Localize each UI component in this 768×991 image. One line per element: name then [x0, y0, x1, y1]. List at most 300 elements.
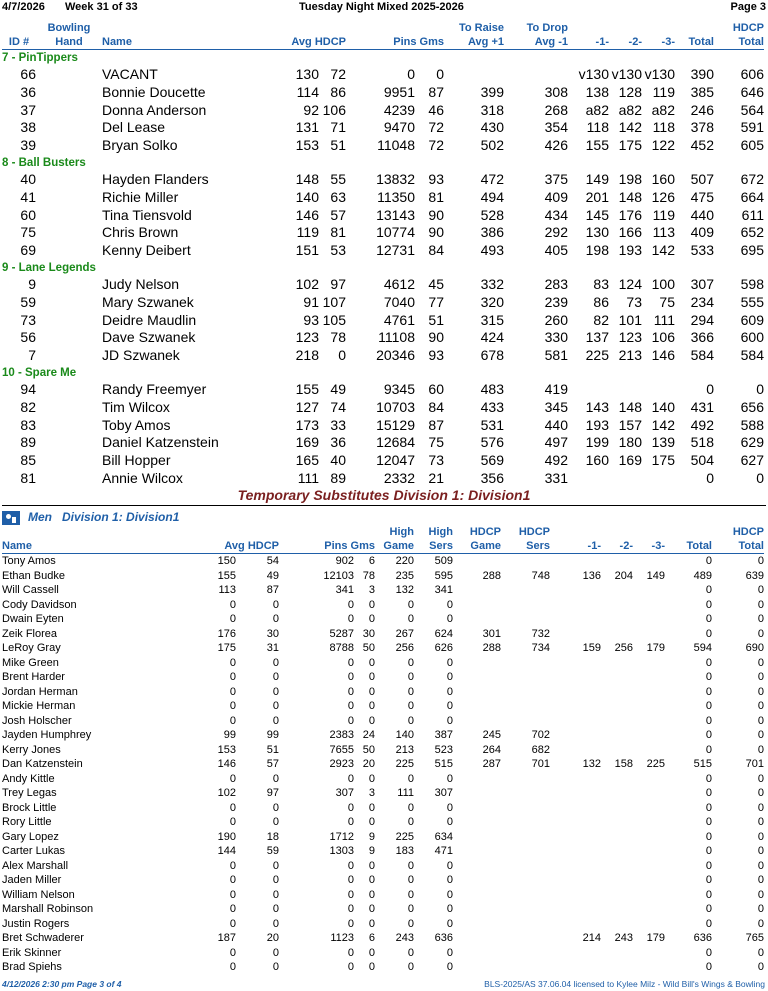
sub-hdcp: 0	[272, 656, 279, 669]
bowler-hdcp: 81	[330, 224, 346, 241]
sub-avg: 155	[217, 569, 236, 582]
sub-hdcp-game	[453, 786, 501, 801]
sub-hdcp-total: 690	[745, 642, 764, 654]
sub-game-1	[550, 859, 601, 874]
sub-name: Bret Schwaderer	[2, 932, 84, 944]
substitutes-table	[2, 525, 764, 975]
sub-hdcp-game	[453, 656, 501, 671]
substitute-row	[2, 598, 764, 613]
sub-hdcp-series	[501, 714, 550, 729]
sub-name: Dwain Eyten	[2, 613, 64, 625]
substitute-row	[2, 815, 764, 830]
team-roster-body	[2, 50, 764, 488]
substitute-row	[2, 786, 764, 801]
bowler-game-3: 75	[659, 293, 675, 310]
bowler-game-2: 73	[626, 293, 642, 310]
bowler-total: 378	[690, 119, 714, 136]
bowler-game-1: 199	[585, 434, 609, 451]
bowling-hand	[36, 347, 102, 365]
sub-high-series: 636	[434, 932, 453, 944]
bowler-hdcp: 51	[330, 137, 346, 154]
sub-game-2	[601, 699, 633, 714]
bowler-hdcp-total: 627	[740, 452, 764, 469]
sub-hdcp-total: 0	[757, 961, 764, 973]
bowler-total: 294	[690, 311, 714, 328]
sub-game-3	[633, 612, 665, 627]
sub-avg: 0	[229, 772, 236, 785]
sub-hdcp-series	[501, 699, 550, 714]
bowling-hand	[36, 66, 102, 84]
report-header	[2, 1, 766, 15]
bowler-to-drop: 330	[544, 329, 568, 346]
substitute-row	[2, 888, 764, 903]
sub-high-series: 0	[446, 671, 453, 683]
sub-total: 0	[705, 946, 712, 959]
sub-high-series: 0	[446, 859, 453, 872]
sub-hdcp-total: 0	[757, 584, 764, 596]
bowler-pins: 10703	[376, 398, 415, 415]
bowler-pins: 12684	[376, 434, 415, 451]
sub-game-1	[550, 960, 601, 975]
col-to-drop: Avg -1	[504, 35, 568, 50]
sub-hdcp-game	[453, 946, 501, 961]
sub-game-1	[550, 917, 601, 932]
sub-game-1	[550, 830, 601, 845]
sub-hdcp: 0	[272, 917, 279, 930]
sub-hdcp-total: 0	[757, 700, 764, 712]
sub-pins: 0	[347, 598, 354, 611]
bowler-total: 246	[690, 101, 714, 118]
sub-avg: 150	[217, 555, 236, 567]
bowler-total: 518	[690, 434, 714, 451]
bowler-game-3: 106	[651, 329, 675, 346]
sub-hdcp-series	[501, 815, 550, 830]
sub-games: 0	[368, 946, 375, 959]
bowler-pins: 4239	[383, 101, 415, 118]
sub-name: Mickie Herman	[2, 700, 76, 712]
team-name: 8 - Ball Busters	[2, 156, 86, 169]
col-game-1: -1-	[568, 35, 609, 50]
bowler-to-raise: 332	[480, 275, 504, 292]
sub-hdcp-series	[501, 786, 550, 801]
sub-hdcp-game	[453, 554, 501, 569]
bowler-hdcp-total: 609	[740, 311, 764, 328]
col-name: Name	[102, 35, 278, 50]
bowler-id: 73	[20, 311, 36, 328]
sub-high-game: 0	[407, 671, 414, 683]
team-roster-table	[2, 21, 764, 488]
sub-game-3	[633, 743, 665, 758]
sub-hdcp-total: 0	[757, 830, 764, 843]
sub-hdcp-total: 0	[757, 787, 764, 799]
sub-pins: 0	[347, 917, 354, 930]
sub-name: Jaden Miller	[2, 874, 62, 886]
sub-games: 0	[368, 671, 375, 683]
sub-high-game: 267	[395, 627, 414, 640]
bowler-hdcp: 72	[330, 66, 346, 82]
bowler-id: 37	[20, 101, 36, 118]
col-game-2: -2-	[609, 35, 642, 50]
bowler-hdcp-total: 555	[740, 293, 764, 310]
sub-name: Marshall Robinson	[2, 903, 94, 915]
sub-game-3	[633, 786, 665, 801]
bowler-name: Richie Miller	[102, 188, 179, 205]
sub-game-3	[633, 670, 665, 685]
sub-high-game: 0	[407, 772, 414, 785]
bowler-id: 69	[20, 242, 36, 259]
sub-avg: 187	[217, 932, 236, 944]
bowler-total: 475	[690, 188, 714, 205]
sub-game-1	[550, 685, 601, 700]
bowler-total: 385	[690, 83, 714, 100]
sub-hdcp-game: 288	[482, 569, 501, 582]
bowler-hdcp: 89	[330, 469, 346, 486]
sub-total: 0	[705, 584, 712, 596]
bowler-to-drop: 375	[544, 170, 568, 187]
sub-game-1	[550, 627, 601, 642]
bowler-avg: 92	[303, 101, 319, 118]
bowler-games: 81	[428, 188, 444, 205]
bowler-hdcp: 57	[330, 206, 346, 223]
sub-games: 50	[362, 642, 375, 654]
col-to-raise-top: To Raise	[458, 22, 504, 34]
bowler-to-drop: 409	[544, 188, 568, 205]
bowler-hdcp: 105	[322, 311, 346, 328]
sub-high-game: 213	[395, 743, 414, 756]
substitute-row	[2, 627, 764, 642]
sub-hdcp-game	[453, 772, 501, 787]
sub-name: Brock Little	[2, 801, 57, 814]
subs-col-hdcp-game: Game	[453, 539, 501, 554]
bowler-hdcp-total: 611	[741, 206, 764, 223]
division-header	[2, 510, 179, 526]
sub-game-3	[633, 830, 665, 845]
sub-game-2	[601, 888, 633, 903]
substitute-row	[2, 859, 764, 874]
sub-high-series: 509	[434, 555, 453, 567]
sub-game-3	[633, 815, 665, 830]
sub-avg: 0	[229, 671, 236, 683]
sub-hdcp-series: 748	[531, 569, 550, 582]
bowler-games: 87	[428, 83, 444, 100]
sub-game-1	[550, 554, 601, 569]
bowler-hdcp-total: 0	[756, 380, 764, 397]
sub-avg: 99	[223, 729, 236, 741]
bowler-name: Del Lease	[102, 119, 166, 136]
sub-high-game: 0	[407, 801, 414, 814]
sub-pins: 7655	[329, 743, 354, 756]
sub-pins: 0	[347, 874, 354, 886]
bowler-game-2: 148	[618, 398, 642, 415]
sub-high-game: 220	[395, 555, 414, 567]
sub-avg: 190	[217, 830, 236, 843]
sub-total: 594	[693, 642, 712, 654]
sub-pins: 307	[335, 787, 354, 799]
bowler-row	[2, 312, 764, 330]
team-name: 7 - PinTippers	[2, 52, 78, 64]
col-total: Total	[675, 35, 714, 50]
sub-game-2: 158	[614, 758, 633, 770]
sub-games: 3	[368, 787, 375, 799]
sub-hdcp-series	[501, 656, 550, 671]
sub-total: 636	[693, 932, 712, 944]
bowler-id: 85	[20, 452, 36, 469]
sub-game-3	[633, 772, 665, 787]
bowler-hdcp-total: 646	[740, 83, 764, 100]
sub-hdcp: 0	[272, 671, 279, 683]
col-to-drop-top: To Drop	[526, 22, 568, 34]
sub-hdcp-total: 0	[757, 627, 764, 640]
sub-hdcp-series: 734	[531, 642, 550, 654]
sub-high-game: 111	[397, 787, 414, 799]
sub-avg: 0	[229, 816, 236, 828]
sub-high-series: 0	[446, 946, 453, 959]
bowling-hand	[36, 294, 102, 312]
sub-hdcp: 0	[272, 859, 279, 872]
bowler-games: 84	[428, 398, 444, 415]
bowler-pins: 7040	[383, 293, 415, 310]
col-bowling-hand: Hand	[36, 35, 102, 50]
footer-license: BLS-2025/AS 37.06.04 licensed to Kylee Milz - Wild Bill's Wings & Bowling	[484, 979, 765, 989]
sub-high-game: 0	[407, 613, 414, 625]
sub-hdcp-game	[453, 815, 501, 830]
bowler-avg: 218	[295, 347, 319, 364]
sub-game-1: 132	[582, 758, 601, 770]
sub-game-1	[550, 873, 601, 888]
sub-hdcp-game	[453, 960, 501, 975]
sub-games: 6	[368, 555, 375, 567]
sub-high-game: 0	[407, 961, 414, 973]
bowler-pins: 11350	[377, 188, 415, 205]
sub-hdcp-total: 0	[757, 888, 764, 901]
sub-total: 0	[705, 685, 712, 698]
bowler-game-1: 137	[585, 329, 609, 346]
sub-hdcp-total: 0	[757, 613, 764, 625]
sub-game-2	[601, 627, 633, 642]
bowler-to-raise: 528	[480, 206, 504, 223]
bowler-total: 307	[690, 275, 714, 292]
sub-pins: 8788	[329, 642, 354, 654]
bowler-id: 94	[20, 380, 36, 397]
sub-hdcp-series	[501, 873, 550, 888]
sub-pins: 0	[347, 685, 354, 698]
sub-games: 0	[368, 874, 375, 886]
bowler-game-2: 128	[618, 83, 642, 100]
sub-game-2	[601, 801, 633, 816]
sub-games: 0	[368, 685, 375, 698]
bowler-avg: 119	[296, 224, 319, 241]
bowler-avg: 173	[295, 416, 319, 433]
bowler-hdcp-total: 0	[756, 469, 764, 486]
sub-high-game: 0	[407, 598, 414, 611]
bowler-hdcp: 71	[330, 119, 346, 136]
bowler-game-1	[568, 381, 609, 399]
sub-hdcp-series	[501, 844, 550, 859]
sub-total: 0	[705, 743, 712, 756]
col-game-3: -3-	[642, 35, 675, 50]
sub-game-1	[550, 656, 601, 671]
bowler-total: 533	[690, 242, 714, 259]
sub-hdcp-total: 0	[757, 685, 764, 698]
sub-hdcp-series	[501, 554, 550, 569]
sub-name: Ethan Budke	[2, 569, 65, 582]
bowler-pins: 0	[407, 66, 415, 82]
bowler-to-raise: 569	[480, 452, 504, 469]
sub-total: 0	[705, 700, 712, 712]
bowler-id: 41	[20, 188, 36, 205]
sub-game-1	[550, 772, 601, 787]
sub-game-3	[633, 801, 665, 816]
sub-avg: 0	[229, 714, 236, 727]
sub-games: 6	[368, 932, 375, 944]
sub-high-series: 634	[434, 830, 453, 843]
sub-pins: 0	[347, 859, 354, 872]
bowler-game-3: 139	[651, 434, 675, 451]
bowler-game-2: 123	[618, 329, 642, 346]
bowling-hand	[36, 417, 102, 435]
sub-pins: 0	[347, 961, 354, 973]
sub-game-3	[633, 656, 665, 671]
sub-game-2	[601, 714, 633, 729]
bowler-game-1: 198	[585, 242, 609, 259]
sub-game-3	[633, 714, 665, 729]
sub-hdcp-game	[453, 685, 501, 700]
sub-high-series: 624	[434, 627, 453, 640]
bowler-hdcp: 49	[330, 380, 346, 397]
sub-avg: 144	[217, 845, 236, 857]
bowler-row	[2, 66, 764, 84]
sub-name: Andy Kittle	[2, 772, 55, 785]
sub-game-3: 149	[646, 569, 665, 582]
substitute-row	[2, 583, 764, 598]
bowler-pins: 12731	[376, 242, 415, 259]
bowler-avg: 155	[295, 380, 319, 397]
sub-game-2	[601, 844, 633, 859]
sub-name: Jayden Humphrey	[2, 729, 92, 741]
sub-game-3	[633, 583, 665, 598]
sub-hdcp-total: 0	[757, 671, 764, 683]
bowler-game-2: v130	[611, 66, 642, 82]
bowler-id: 40	[20, 170, 36, 187]
team-header-row	[2, 365, 764, 381]
sub-game-3: 179	[646, 642, 665, 654]
bowling-hand	[36, 137, 102, 155]
sub-hdcp: 20	[266, 932, 279, 944]
subs-col-hdcp-sers-top: HDCP	[518, 526, 550, 538]
teams-header-row-1	[2, 21, 764, 35]
sub-total: 0	[705, 613, 712, 625]
subs-col-pins-gms: Pins Gms	[279, 539, 375, 554]
sub-hdcp-total: 765	[745, 932, 764, 944]
sub-game-1	[550, 902, 601, 917]
sub-hdcp-total: 0	[757, 903, 764, 915]
sub-games: 0	[368, 961, 375, 973]
sub-hdcp-series	[501, 902, 550, 917]
sub-games: 0	[368, 656, 375, 669]
bowler-game-1: 149	[585, 170, 609, 187]
bowler-game-3: 160	[651, 170, 675, 187]
substitute-row	[2, 656, 764, 671]
bowler-id: 7	[28, 347, 36, 364]
sub-game-3	[633, 917, 665, 932]
sub-high-game: 256	[395, 642, 414, 654]
sub-name: Erik Skinner	[2, 946, 62, 959]
sub-game-2	[601, 554, 633, 569]
sub-game-3: 225	[646, 758, 665, 770]
bowler-hdcp-total: 588	[740, 416, 764, 433]
substitute-row	[2, 714, 764, 729]
sub-hdcp-total: 701	[745, 758, 764, 770]
col-avg-hdcp: Avg HDCP	[278, 35, 346, 50]
bowler-row	[2, 119, 764, 137]
bowler-game-2: 176	[618, 206, 642, 223]
bowler-game-2: 198	[618, 170, 642, 187]
sub-avg: 0	[229, 903, 236, 915]
bowler-total: 492	[690, 416, 714, 433]
bowler-games: 75	[428, 434, 444, 451]
sub-high-series: 595	[434, 569, 453, 582]
bowler-pins: 13143	[376, 206, 415, 223]
bowler-game-3: 119	[652, 83, 675, 100]
sub-game-1	[550, 888, 601, 903]
bowler-hdcp-total: 600	[740, 329, 764, 346]
sub-pins: 341	[335, 584, 354, 596]
sub-game-2	[601, 583, 633, 598]
bowler-to-raise: 531	[480, 416, 504, 433]
bowler-hdcp: 0	[338, 347, 346, 364]
sub-pins: 902	[335, 555, 354, 567]
division-name: Division 1: Division1	[62, 510, 180, 524]
bowler-game-2: 180	[618, 434, 642, 451]
bowler-hdcp: 97	[330, 275, 346, 292]
sub-total: 0	[705, 627, 712, 640]
substitute-row	[2, 931, 764, 946]
bowling-hand	[36, 84, 102, 102]
bowler-avg: 140	[295, 188, 319, 205]
sub-high-series: 0	[446, 816, 453, 828]
sub-hdcp: 0	[272, 700, 279, 712]
substitute-row	[2, 873, 764, 888]
bowler-avg: 131	[295, 119, 319, 136]
bowler-pins: 11108	[378, 329, 415, 346]
bowler-id: 56	[20, 329, 36, 346]
sub-game-1	[550, 801, 601, 816]
footer-timestamp: 4/12/2026 2:30 pm Page 3 of 4	[2, 979, 122, 989]
team-header-row	[2, 155, 764, 171]
bowler-games: 60	[428, 380, 444, 397]
bowler-game-1: 193	[585, 416, 609, 433]
sub-hdcp-series	[501, 612, 550, 627]
bowler-avg: 93	[303, 311, 319, 328]
subs-col-game-3: -3-	[633, 539, 665, 554]
substitute-row	[2, 612, 764, 627]
bowler-avg: 114	[296, 83, 319, 100]
sub-avg: 0	[229, 917, 236, 930]
bowler-row	[2, 137, 764, 155]
bowler-total: 452	[690, 137, 714, 154]
bowler-id: 82	[20, 398, 36, 415]
sub-hdcp-game: 245	[482, 729, 501, 741]
sub-total: 515	[693, 758, 712, 770]
bowler-to-raise: 399	[480, 83, 504, 100]
sub-pins: 2383	[329, 729, 354, 741]
sub-high-game: 0	[407, 714, 414, 727]
sub-games: 78	[362, 569, 375, 582]
subs-col-hdcp-total: Total	[712, 539, 764, 554]
sub-game-1	[550, 844, 601, 859]
sub-hdcp-series	[501, 670, 550, 685]
bowler-game-2: 157	[618, 416, 642, 433]
